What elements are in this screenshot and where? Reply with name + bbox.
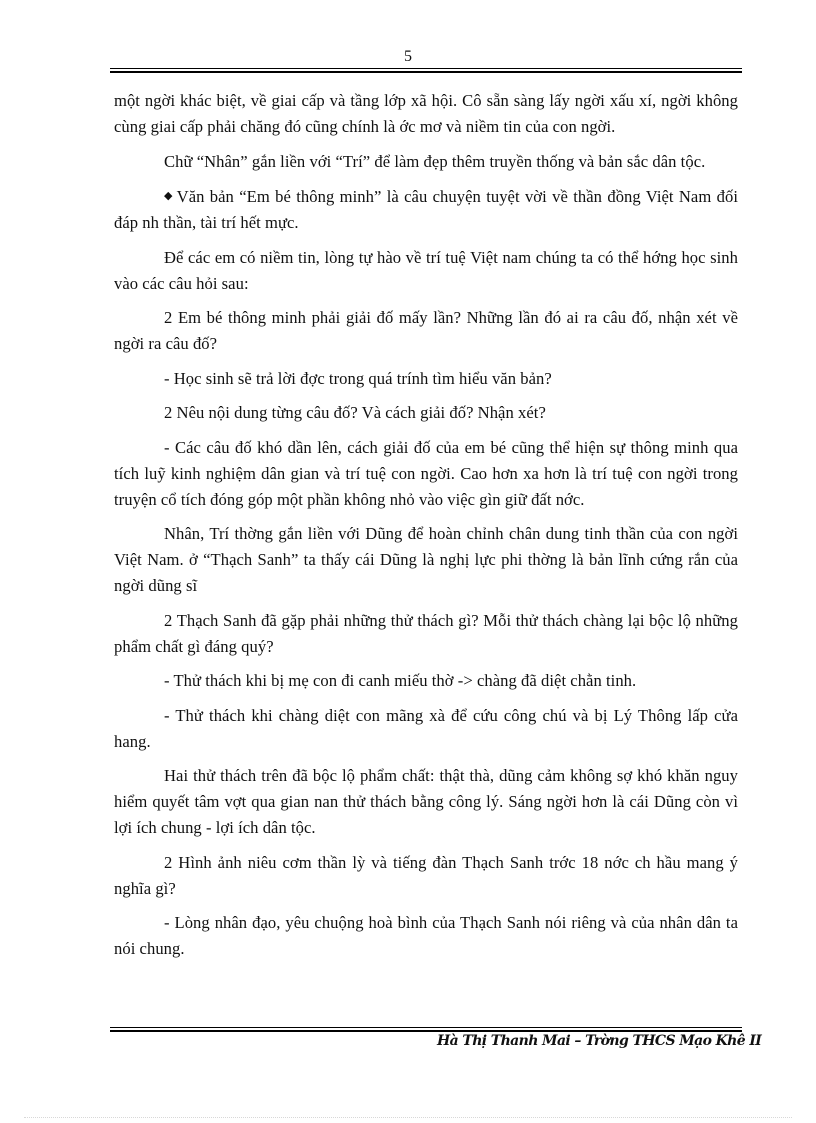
answer: - Các câu đố khó dần lên, cách giải đố của em bé cũng thể hiện sự thông minh qua tích luỹ kinh nghiệm dân gian và trí tuệ con ngời. Cao hơn xa hơn là trí tuệ con ngời trong truyện cổ tích đóng góp một phần không nhỏ vào việc gìn giữ đất nớc.	[114, 437, 738, 509]
page-edge-dots	[24, 1117, 792, 1118]
diamond-bullet-icon: ◆	[164, 190, 174, 202]
paragraph: Hai thử thách trên đã bộc lộ phẩm chất: thật thà, dũng cảm không sợ khó khăn nguy hiểm quyết tâm vợt qua gian nan thử thách bằng công lý. Sáng ngời hơn là cái Dũng còn vì lợi ích chung - lợi ích dân tộc.	[114, 766, 738, 837]
answer: - Thử thách khi chàng diệt con mãng xà để cứu công chú và bị Lý Thông lấp cửa hang.	[114, 705, 738, 751]
header-rule	[110, 68, 742, 73]
question: 2 Thạch Sanh đã gặp phải những thử thách gì? Mỗi thử thách chàng lại bộc lộ những phẩm chất gì đáng quý?	[114, 610, 738, 656]
paragraph: một ngời khác biệt, về giai cấp và tầng lớp xã hội. Cô sẵn sàng lấy ngời xấu xí, ngời không cùng giai cấp phải chăng đó cũng chính là ớc mơ và niềm tin của con ngời.	[114, 91, 738, 136]
footer-author: Hà Thị Thanh Mai – Trờng THCS Mạo Khê II	[437, 1033, 762, 1049]
document-body	[114, 88, 738, 971]
question: 2 Hình ảnh niêu cơm thần lỳ và tiếng đàn Thạch Sanh trớc 18 nớc ch hầu mang ý nghĩa gì?	[114, 852, 738, 898]
answer: - Thử thách khi bị mẹ con đi canh miếu thờ -> chàng đã diệt chằn tinh.	[164, 671, 637, 690]
footer-rule	[110, 1027, 742, 1032]
page-number: 5	[404, 48, 412, 65]
paragraph: Nhân, Trí thờng gắn liền với Dũng để hoàn chỉnh chân dung tinh thần của con ngời Việt Nam. ở “Thạch Sanh” ta thấy cái Dũng là nghị lực phi thờng là bản lĩnh cứng rắn của ngời dũng sĩ	[114, 524, 738, 595]
question: 2 Nêu nội dung từng câu đố? Và cách giải đố? Nhận xét?	[164, 403, 546, 422]
answer: - Học sinh sẽ trả lời đợc trong quá trính tìm hiểu văn bản?	[164, 368, 552, 388]
paragraph: Để các em có niềm tin, lòng tự hào về trí tuệ Việt nam chúng ta có thể hớng học sinh vào các câu hỏi sau:	[114, 247, 738, 293]
question: 2 Em bé thông minh phải giải đố mấy lần? Những lần đó ai ra câu đố, nhận xét về ngời ra câu đố?	[114, 308, 738, 353]
paragraph: Chữ “Nhân” gắn liền với “Trí” để làm đẹp thêm truyền thống và bản sắc dân tộc.	[164, 151, 706, 171]
bullet-paragraph	[114, 183, 738, 236]
answer: - Lòng nhân đạo, yêu chuộng hoà bình của Thạch Sanh nói riêng và của nhân dân ta nói chung.	[114, 913, 738, 958]
paragraph-text: Văn bản “Em bé thông minh” là câu chuyện tuyệt vời về thần đồng Việt Nam đối đáp nh thần, tài trí hết mực.	[114, 187, 738, 232]
